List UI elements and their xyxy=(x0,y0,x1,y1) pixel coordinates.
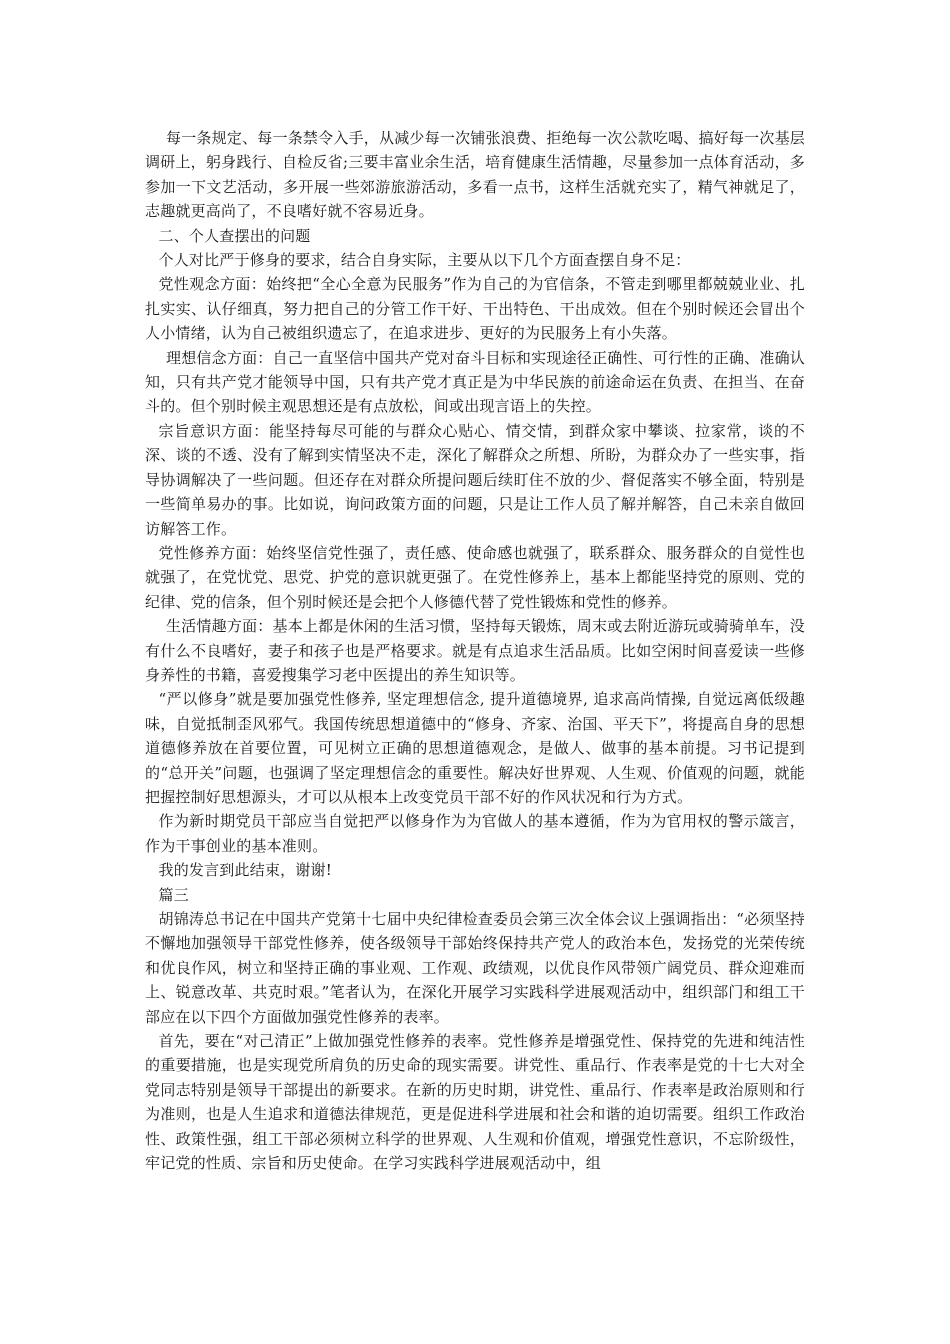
paragraph-intro: 个人对比严于修身的要求，结合自身实际，主要从以下几个方面查摆自身不足： xyxy=(158,251,691,270)
paragraph-purpose-awareness: 宗旨意识方面：能坚持每尽可能的与群众心贴心、情交情，到群众家中攀谈、拉家常，谈的不深、谈的不透、没有了解到实情坚决不走，深化了解群众之所想、所盼，为群众办了一些实事，指导协调解决了一些问题。但还存在对群众所提问题后续盯住不放的少、督促落实不够全面，特别是一些简单易办的事。比如说，询问政策方面的问题，只是让工作人员了解并解答，自己未亲自做回访解答工作。 xyxy=(145,421,805,538)
paragraph-first-point: 首先，要在“对己清正”上做加强党性修养的表率。党性修养是增强党性、保持党的先进和纯洁性的重要措施，也是实现党所肩负的历史命的现实需要。讲党性、重品行、作表率是党的十七大对全党同志特别是领导干部提出的新要求。在新的历史时期，讲党性、重品行、作表率是政治原则和行为准则，也是人生追求和道德法律规范，更是促进科学进展和社会和谐的迫切需要。组织工作政治性、政策性强，组工干部必须树立科学的世界观、人生观和价值观，增强党性意识，不忘阶级性，牢记党的性质、宗旨和历史使命。在学习实践科学进展观活动中，组 xyxy=(145,1032,805,1173)
document-body xyxy=(145,126,805,1175)
paragraph-life-interests: 生活情趣方面：基本上都是休闲的生活习惯，坚持每天锻炼，周末或去附近游玩或骑骑单车，没有什么不良嗜好，妻子和孩子也是严格要求。就是有点追求生活品质。比如空闲时间喜爱读一些修身养性的书籍，喜爱搜集学习老中医提出的养生知识等。 xyxy=(145,617,805,684)
paragraph-continuation: 每一条规定、每一条禁令入手，从减少每一次铺张浪费、拒绝每一次公款吃喝、搞好每一次基层调研上，躬身践行、自检反省;三要丰富业余生活，培育健康生活情趣，尽量参加一点体育活动，多参加一下文艺活动，多开展一些郊游旅游活动，多看一点书，这样生活就充实了，精气神就足了，志趣就更高尚了，不良嗜好就不容易近身。 xyxy=(145,129,805,221)
section-heading-part-three: 篇三 xyxy=(158,885,189,904)
paragraph-closing: 我的发言到此结束，谢谢! xyxy=(158,861,332,880)
paragraph-strict-self-cultivation: “严以修身”就是要加强党性修养, 坚定理想信念, 提升道德境界, 追求高尚情操, 自觉远离低级趣味，自觉抵制歪风邪气。我国传统思想道德中的“修身、齐家、治国、平天下”，将提高自身的思想道德修养放在首要位置，可见树立正确的思想道德观念，是做人、做事的基本前提。习书记提到的“总开关”问题，也强调了坚定理想信念的重要性。解决好世界观、人生观、价值观的问题，就能把握控制好思想源头，才可以从根本上改变党员干部不好的作风状况和行为方式。 xyxy=(145,690,805,806)
paragraph-hu-jintao-quote: 胡锦涛总书记在中国共产党第十七届中央纪律检查委员会第三次全体会议上强调指出：“必须坚持不懈地加强领导干部党性修养，使各级领导干部始终保持共产党人的政治本色，发扬党的光荣传统和优良作风，树立和坚持正确的事业观、工作观、政绩观，以优良作风带领广阔党员、群众迎难而上、锐意改革、共克时艰。”笔者认为，在深化开展学习实践科学进展观活动中，组织部门和组工干部应在以下四个方面做加强党性修养的表率。 xyxy=(145,910,805,1026)
paragraph-ideals-beliefs: 理想信念方面：自己一直坚信中国共产党对奋斗目标和实现途径正确性、可行性的正确、准确认知，只有共产党才能领导中国，只有共产党才真正是为中华民族的前途命运在负责、在担当、在奋斗的。但个别时候主观思想还是有点放松，间或出现言语上的失控。 xyxy=(145,348,805,416)
paragraph-party-cultivation: 党性修养方面：始终坚信党性强了，责任感、使命感也就强了，联系群众、服务群众的自觉性也就强了，在党忧党、思党、护党的意识就更强了。在党性修养上，基本上都能坚持党的原则、党的纪律、党的信条，但个别时候还是会把个人修德代替了党性锻炼和党性的修养。 xyxy=(145,543,805,611)
section-heading-personal-problems: 二、个人查摆出的问题 xyxy=(158,226,311,245)
paragraph-new-era-cadres: 作为新时期党员干部应当自觉把严以修身作为为官做人的基本遵循，作为为官用权的警示箴言，作为干事创业的基本准则。 xyxy=(145,812,805,855)
paragraph-party-concept: 党性观念方面：始终把“全心全意为民服务”作为自己的为官信条，不管走到哪里都兢兢业业、扎扎实实、认仔细真，努力把自己的分管工作干好、干出特色、干出成效。但在个别时候还会冒出个人小情绪，认为自己被组织遗忘了，在追求进步、更好的为民服务上有小失落。 xyxy=(145,275,805,343)
